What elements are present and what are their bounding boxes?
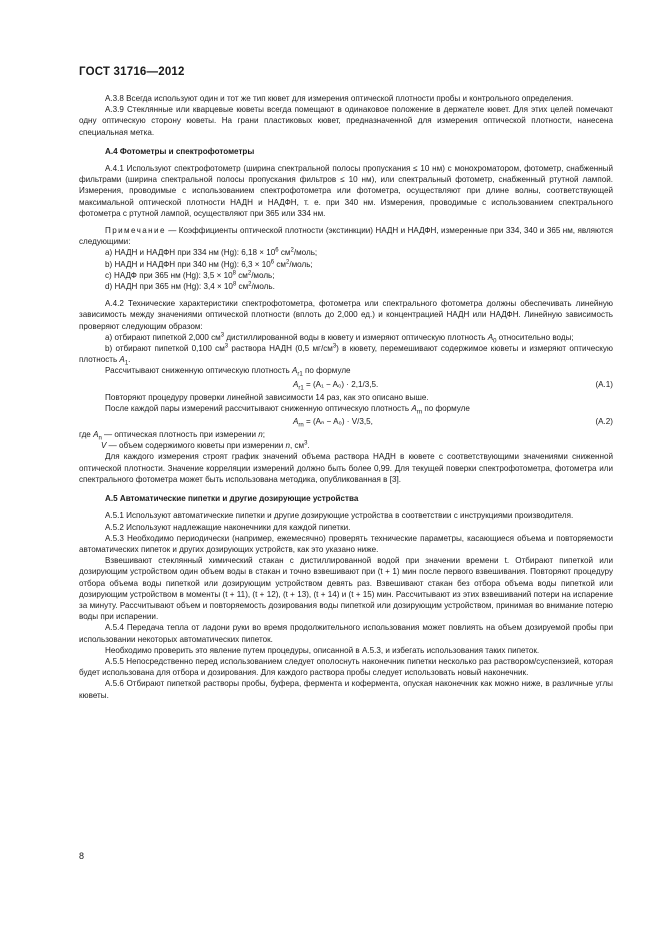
note-paragraph [79,225,613,247]
section-heading-a-5: А.5 Автоматические пипетки и другие дозирующие устройства [105,494,359,504]
equation-a-2-number: (А.2) [595,417,613,427]
paragraph-a-3-8: А.3.8 Всегда используют один и тот же тип кювет для измерения оптической плотности пробы и контрольного определения. [105,94,574,103]
equation-a-2-formula: $A_{rn} = (A_n - A_0) \cdot V/3,5$, [293,417,373,429]
note-item-a: а) НАДН и НАДФН при 334 нм (Hg): $6,18 \times 10^6$ $см^2$/моль; [105,247,318,258]
paragraph-a-3-9: А.3.9 Стеклянные или кварцевые кюветы всегда помещают в одинаковое положение в держателе кювет. Для этих целей помечают одну оптическую сторону кюветы. На грани пластиковых кювет, предназначенной для измерения оптической плотности, нанесена специальная метка. [79,105,613,137]
document-header: ГОСТ 31716—2012 [79,66,185,78]
page-number: 8 [79,851,85,861]
calc-intro-1: Рассчитывают сниженную оптическую плотность $A_{r1}$ по формуле [105,366,351,379]
document-body [79,93,613,701]
paragraph-a-5-1: А.5.1 Используют автоматические пипетки и другие дозирующие устройства в соответствии с инструкциями производителя. [105,511,574,521]
section-heading-a-4: А.4 Фотометры и спектрофотометры [105,146,255,156]
equation-a-1-formula: $A_{r1} = (A_1 - A_0) \cdot 2,1/3,5$. [293,379,379,392]
check-paragraph: Необходимо проверить это явление путем процедуры, описанной в А.5.3, и избегать использования таких пипеток. [105,645,540,655]
weighing-paragraph: Взвешивают стеклянный химический стакан с дистиллированной водой при значении времени t. Отбирают пипеткой или дозирующим устройством один объем воды в стакан и точно взвешивают при (t + 1) мин после первого взвешивания. Повторяют процедуру отбора объема воды пипеткой или дозирующим устройством девять раз. Взвешивают стакан без отбора объема воды пипеткой или дозирующим устройством в моменты (t + 11), (t + 12), (t + 13), (t + 14) и (t + 15) мин. Рассчитывают из этих взвешиваний потери на испарение за минуту. Рассчитывают объем и повторяемость дозирования воды пипеткой или дозирующим устройством, принимая во внимание потерю воды при испарении. [79,556,613,622]
where-line-1: где $A_n$ — оптическая плотность при измерении n; [79,430,266,442]
graph-paragraph: Для каждого измерения строят график значений объема раствора НАДН в кювете с соответствующими значениями сниженной оптической плотности. Значение корреляции измерений должно быть более 0,99. Для текущей поверки спектрофотометра, фотометра или спектрального фотометра может быть использована методика, опубликованная в [3]. [79,452,613,484]
note-label: Примечание [105,226,166,236]
paragraph-a-5-6: А.5.6 Отбирают пипеткой растворы пробы, буфера, фермента и кофермента, опуская наконечник как можно ниже, в различные углы кюветы. [79,679,613,700]
repeat-paragraph: Повторяют процедуру проверки линейной зависимости 14 раз, как это описано выше. [105,392,429,402]
calc-intro-2: После каждой пары измерений рассчитывают сниженную оптическую плотность $A_{rn}$ по формуле [105,403,470,416]
note-item-b: b) НАДН и НАДФН при 340 нм (Hg): $6,3 \times 10^6$ $см^2$/моль; [105,258,313,269]
paragraph-a-5-4: А.5.4 Передача тепла от ладони руки во время продолжительного использования может повлиять на объем дозируемой пробы при использовании некоторых автоматических пипеток. [79,623,613,644]
equation-a-1-number: (А.1) [595,379,613,389]
step-a: а) отбирают пипеткой 2,000 $см^3$ дистиллированной воды в кювету и измеряют оптическую плотность $A_0$ относительно воды; [105,332,574,345]
paragraph-a-5-3: А.5.3 Необходимо периодически (например, ежемесячно) проверять технические параметры, касающиеся объема и повторяемости автоматических пипеток и других дозирующих устройств, как это указано ниже. [79,533,613,554]
note-item-d: d) НАДН при 365 нм (Hg): $3,4 \times 10^8$ $см^2$/моль. [105,281,275,292]
equation-a-1 [79,377,613,392]
where-line-2: V — объем содержимого кюветы при измерении n, $см^3$. [101,440,310,451]
step-b: b) отбирают пипеткой 0,100 $см^3$ раствора НАДН (0,5 $мг/см^3$) в кювету, перемешивают содержимое кюветы и измеряют оптическую плотность $A_1$. [79,343,613,367]
paragraph-a-5-2: А.5.2 Используют надлежащие наконечники для каждой пипетки. [105,522,351,532]
equation-a-2 [79,414,613,429]
paragraph-a-4-1: А.4.1 Используют спектрофотометр (ширина спектральной полосы пропускания ≤ 10 нм) с монохроматором, фотометр, снабженный фильтрами (ширина спектральной полосы пропускания фильтров ≤ 10 нм), или спектральный фотометр, снабженный ртутной лампой. Измерения, проводимые с использованием спектрофотометра или фотометра, осуществляют при длине волны, соответствующей максимальной оптической плотности НАДН и НАДФН, т. е. при 340 нм. Измерения, проводимые с использованием спектрального фотометра с ртутной лампой, осуществляют при 365 или 334 нм. [79,164,613,218]
paragraph-a-5-5: А.5.5 Непосредственно перед использованием следует ополоснуть наконечник пипетки несколько раз раствором/суспензией, которая будет использована для отбора и дозирования. Для каждого раствора пробы следует использовать новый наконечник. [79,656,613,678]
note-text: — Коэффициенты оптической плотности (экстинкции) НАДН и НАДФН, измеренные при 334, 340 и 365 нм, являются следующими: [79,226,613,247]
note-item-c: c) НАДФ при 365 нм (Hg): $3,5 \times 10^8$ $см^2$/моль; [105,270,275,280]
paragraph-a-4-2: А.4.2 Технические характеристики спектрофотометра, фотометра или спектрального фотометра должны обеспечивать линейную зависимость между значениями оптической плотности (вплоть до 2,000 ед.) и концентрацией НАДН или НАДФН. Линейную зависимость проверяют следующим образом: [79,299,613,331]
